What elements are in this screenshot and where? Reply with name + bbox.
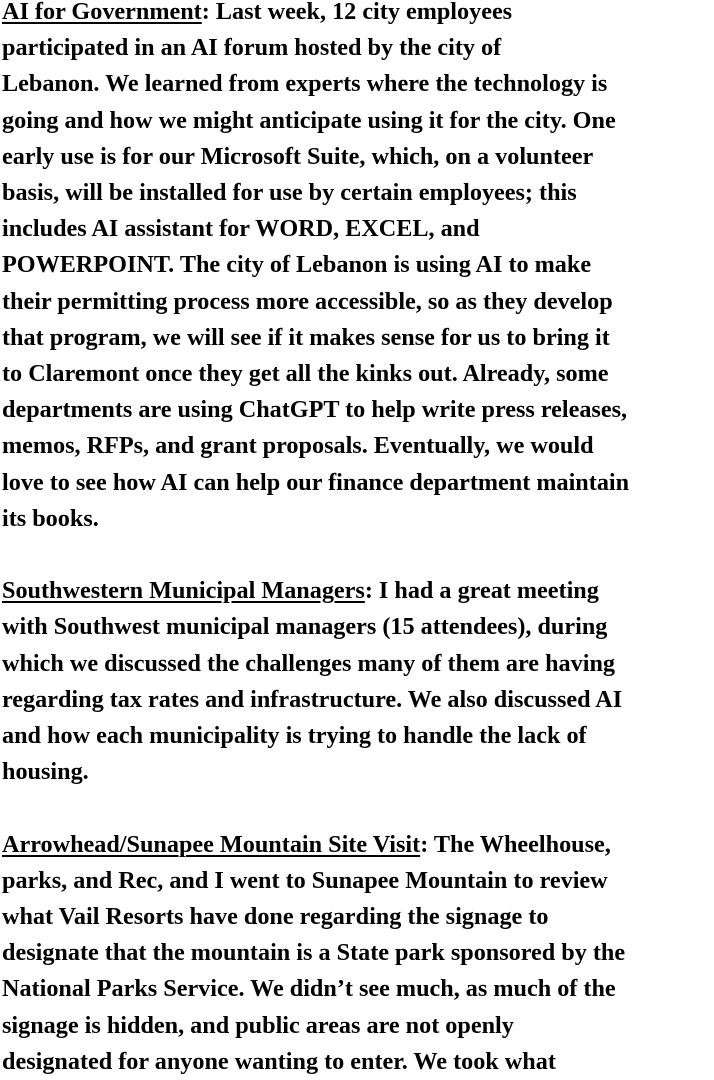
- line-text: The Wheelhouse,: [428, 830, 611, 858]
- paragraph-line: [2, 573, 714, 609]
- paragraph-line: to Claremont once they get all the kinks out. Already, some: [2, 360, 609, 388]
- section-arrowhead-sunapee-site-visit: [2, 827, 714, 1080]
- paragraph-line: National Parks Service. We didn’t see much, as much of the: [2, 975, 616, 1003]
- line-text: Last week, 12 city employees: [209, 0, 513, 25]
- section-heading: AI for Government: [2, 0, 202, 25]
- paragraph-spacer: [2, 790, 714, 826]
- paragraph-line: participated in an AI forum hosted by the city of: [2, 34, 502, 62]
- document-page: [2, 0, 714, 1080]
- paragraph-line: love to see how AI can help our finance department maintain: [2, 468, 630, 496]
- line-text: I had a great meeting: [372, 577, 599, 605]
- paragraph-line: parks, and Rec, and I went to Sunapee Mountain to review: [2, 866, 608, 894]
- paragraph-line: [2, 827, 714, 863]
- paragraph-line: [2, 0, 714, 30]
- paragraph-line: basis, will be installed for use by certain employees; this: [2, 179, 577, 207]
- heading-separator: :: [364, 577, 373, 605]
- paragraph-line: and how each municipality is trying to handle the lack of: [2, 722, 587, 750]
- paragraph-line: departments are using ChatGPT to help write press releases,: [2, 396, 628, 424]
- paragraph-line: memos, RFPs, and grant proposals. Eventually, we would: [2, 432, 594, 460]
- paragraph-line: signage is hidden, and public areas are not openly: [2, 1011, 514, 1039]
- paragraph-line: which we discussed the challenges many of them are having: [2, 649, 615, 677]
- paragraph-line: their permitting process more accessible, so as they develop: [2, 287, 613, 315]
- paragraph-line: with Southwest municipal managers (15 attendees), during: [2, 613, 608, 641]
- heading-separator: :: [420, 830, 429, 858]
- heading-separator: :: [201, 0, 210, 25]
- paragraph-line: regarding tax rates and infrastructure. We also discussed AI: [2, 685, 623, 713]
- section-heading: Southwestern Municipal Managers: [2, 577, 365, 605]
- section-southwestern-municipal-managers: [2, 573, 714, 790]
- paragraph-line: its books.: [2, 504, 99, 532]
- paragraph-line: housing.: [2, 758, 89, 786]
- section-heading: Arrowhead/Sunapee Mountain Site Visit: [2, 830, 421, 858]
- paragraph-line: designated for anyone wanting to enter. We took what: [2, 1047, 556, 1075]
- paragraph-line: POWERPOINT. The city of Lebanon is using AI to make: [2, 251, 592, 279]
- paragraph-line: what Vail Resorts have done regarding the signage to: [2, 903, 549, 931]
- paragraph-line: Lebanon. We learned from experts where the technology is: [2, 70, 608, 98]
- paragraph-spacer: [2, 537, 714, 573]
- section-ai-for-government: [2, 0, 714, 537]
- paragraph-line: that program, we will see if it makes sense for us to bring it: [2, 323, 610, 351]
- paragraph-line: designate that the mountain is a State park sponsored by the: [2, 939, 626, 967]
- paragraph-line: going and how we might anticipate using it for the city. One: [2, 106, 616, 134]
- paragraph-line: includes AI assistant for WORD, EXCEL, and: [2, 215, 480, 243]
- paragraph-line: early use is for our Microsoft Suite, which, on a volunteer: [2, 142, 594, 170]
